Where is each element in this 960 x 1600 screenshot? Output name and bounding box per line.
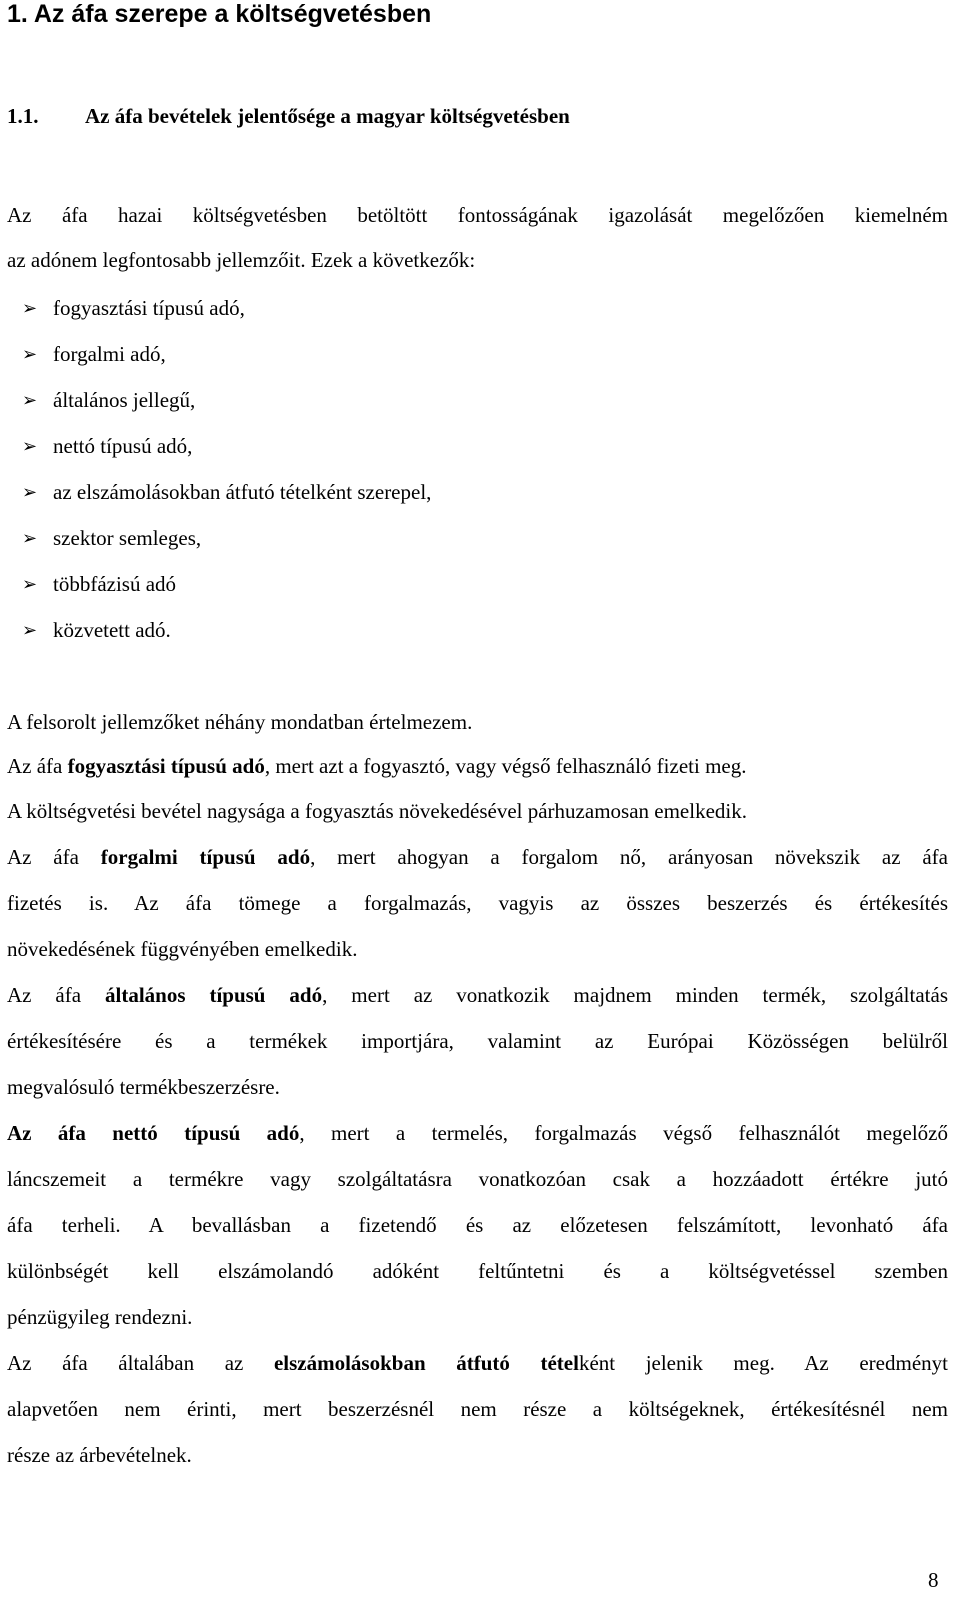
arrow-bullet-icon: ➢ [22, 436, 38, 456]
chapter-heading: 1. Az áfa szerepe a költségvetésben [7, 0, 432, 28]
summary-sentence: A felsorolt jellemzőket néhány mondatban értelmezem. [7, 710, 473, 734]
paragraph-turnover-line-3: növekedésének függvényében emelkedik. [7, 937, 358, 961]
intro-line-2: az adónem legfontosabb jellemzőit. Ezek a következők: [7, 248, 476, 272]
list-item [22, 526, 201, 551]
section-number: 1.1. [7, 104, 39, 128]
list-item [22, 388, 195, 413]
paragraph-transit-line-1: Az áfa általában az elszámolásokban átfutó tételként jelenik meg. Az eredményt [7, 1351, 948, 1375]
paragraph-consumption-line-1: Az áfa fogyasztási típusú adó, mert azt a fogyasztó, vagy végső felhasználó fizeti meg. [7, 754, 747, 778]
arrow-bullet-icon: ➢ [22, 298, 38, 318]
arrow-bullet-icon: ➢ [22, 528, 38, 548]
list-item [22, 618, 171, 643]
section-heading [7, 104, 570, 129]
paragraph-net-line-2: láncszemeit a termékre vagy szolgáltatásra vonatkozóan csak a hozzáadott értékre jutó [7, 1167, 948, 1191]
list-item-text: az elszámolásokban átfutó tételként szerepel, [53, 480, 432, 504]
paragraph-transit-line-2: alapvetően nem érinti, mert beszerzésnél nem része a költségeknek, értékesítésnél nem [7, 1397, 948, 1421]
paragraph-turnover-line-2: fizetés is. Az áfa tömege a forgalmazás, vagyis az összes beszerzés és értékesítés [7, 891, 948, 915]
paragraph-consumption-line-2: A költségvetési bevétel nagysága a fogyasztás növekedésével párhuzamosan emelkedik. [7, 799, 747, 823]
paragraph-net-line-5: pénzügyileg rendezni. [7, 1305, 193, 1329]
paragraph-general-line-1: Az áfa általános típusú adó, mert az vonatkozik majdnem minden termék, szolgáltatás [7, 983, 949, 1007]
paragraph-net-line-3: áfa terheli. A bevallásban a fizetendő és az előzetesen felszámított, levonható áfa [7, 1213, 948, 1237]
paragraph-net-line-1: Az áfa nettó típusú adó, mert a termelés, forgalmazás végső felhasználót megelőző [7, 1121, 948, 1145]
list-item [22, 296, 245, 321]
arrow-bullet-icon: ➢ [22, 574, 38, 594]
list-item [22, 342, 166, 367]
arrow-bullet-icon: ➢ [22, 344, 38, 364]
paragraph-net-line-4: különbségét kell elszámolandó adóként feltűntetni és a költségvetéssel szemben [7, 1259, 948, 1283]
arrow-bullet-icon: ➢ [22, 482, 38, 502]
section-title: Az áfa bevételek jelentősége a magyar költségvetésben [85, 104, 570, 128]
arrow-bullet-icon: ➢ [22, 390, 38, 410]
list-item [22, 572, 176, 597]
list-item-text: fogyasztási típusú adó, [53, 296, 245, 320]
paragraph-transit-line-3: része az árbevételnek. [7, 1443, 192, 1467]
arrow-bullet-icon: ➢ [22, 620, 38, 640]
intro-line-1: Az áfa hazai költségvetésben betöltött fontosságának igazolását megelőzően kiemelném [7, 203, 948, 227]
paragraph-general-line-3: megvalósuló termékbeszerzésre. [7, 1075, 280, 1099]
list-item-text: többfázisú adó [53, 572, 177, 596]
list-item [22, 480, 431, 505]
list-item-text: közvetett adó. [53, 618, 171, 642]
page-number: 8 [928, 1568, 939, 1592]
list-item-text: általános jellegű, [53, 388, 196, 412]
list-item-text: nettó típusú adó, [53, 434, 193, 458]
list-item-text: szektor semleges, [53, 526, 202, 550]
list-item-text: forgalmi adó, [53, 342, 166, 366]
list-item [22, 434, 192, 459]
paragraph-turnover-line-1: Az áfa forgalmi típusú adó, mert ahogyan a forgalom nő, arányosan növekszik az áfa [7, 845, 948, 869]
paragraph-general-line-2: értékesítésére és a termékek importjára, valamint az Európai Közösségen belülről [7, 1029, 948, 1053]
